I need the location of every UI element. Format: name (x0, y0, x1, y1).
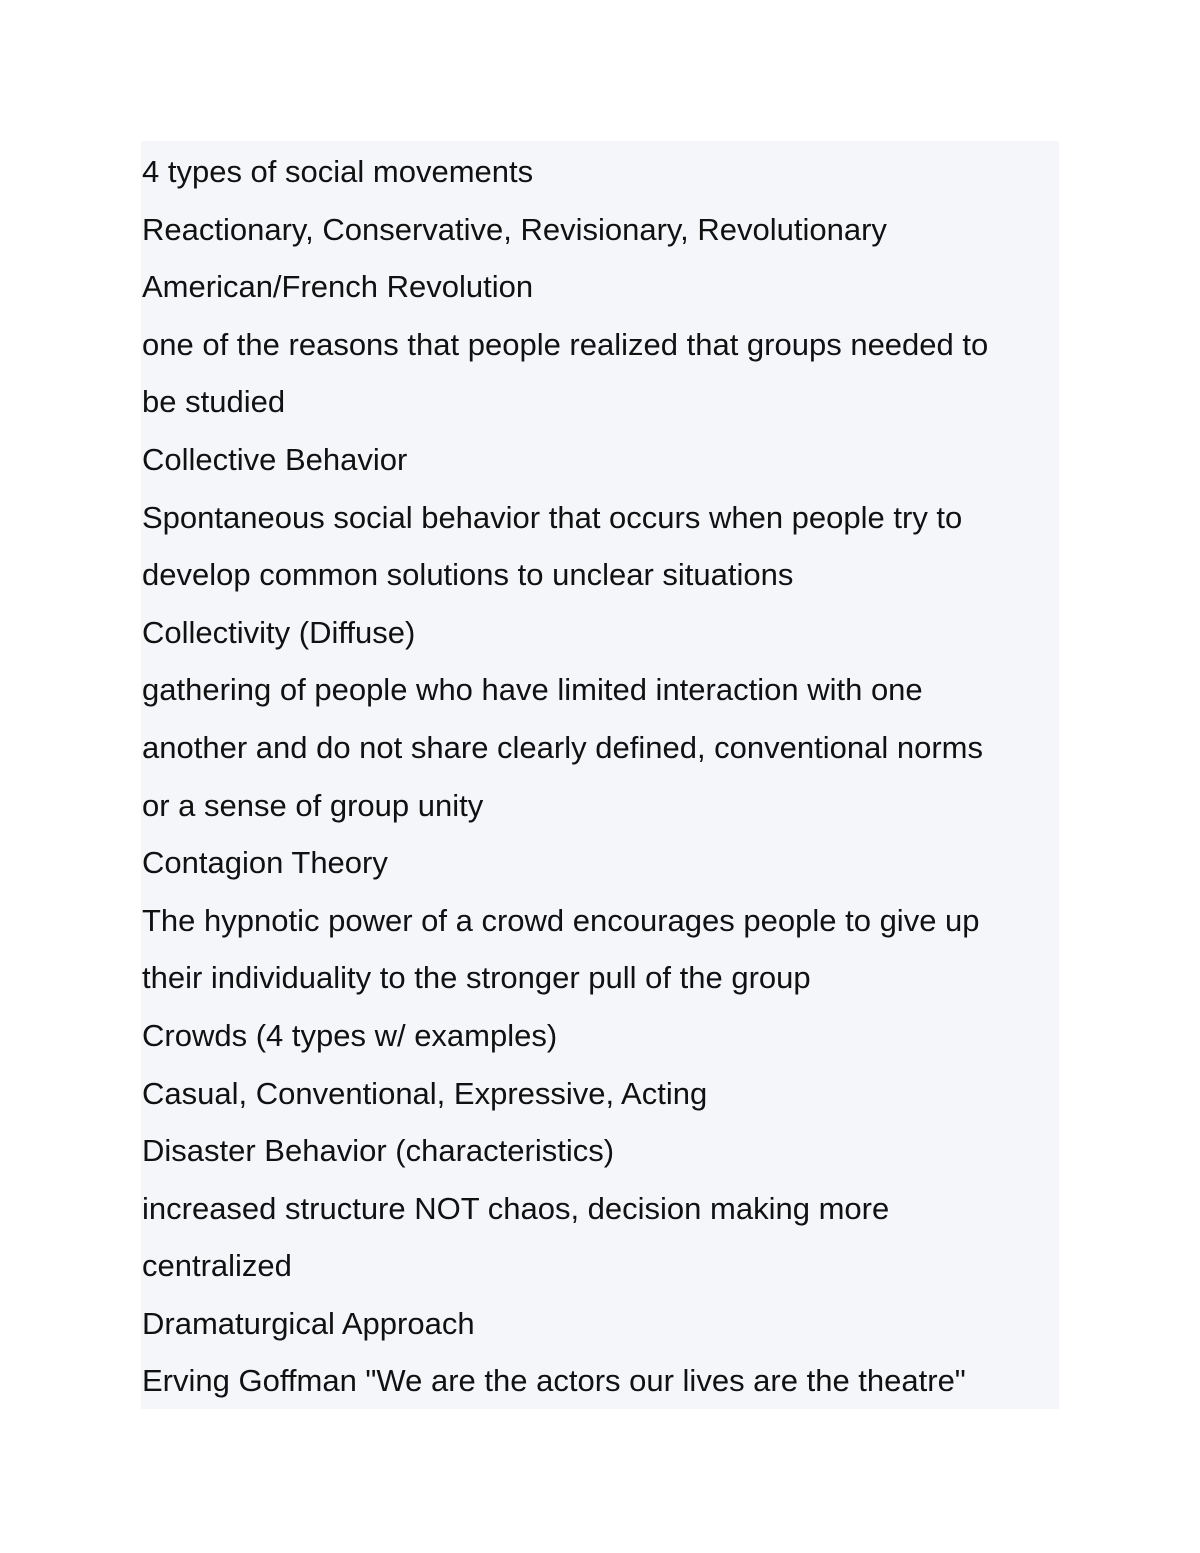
definition-collective-behavior-line-2: develop common solutions to unclear situations (142, 557, 794, 593)
term-disaster-behavior: Disaster Behavior (characteristics) (142, 1133, 615, 1169)
definition-contagion-theory-line-2: their individuality to the stronger pull of the group (142, 960, 811, 996)
term-dramaturgical-approach: Dramaturgical Approach (142, 1305, 475, 1341)
definition-collectivity-line-3: or a sense of group unity (142, 787, 484, 823)
definition-crowds: Casual, Conventional, Expressive, Acting (142, 1075, 708, 1111)
definition-dramaturgical-approach: Erving Goffman "We are the actors our lives are the theatre" (142, 1363, 966, 1399)
term-social-movements: 4 types of social movements (142, 154, 534, 189)
definition-disaster-behavior-line-2: centralized (142, 1248, 292, 1284)
definition-collective-behavior-line-1: Spontaneous social behavior that occurs when people try to (142, 499, 963, 535)
definition-contagion-theory-line-1: The hypnotic power of a crowd encourages people to give up (142, 902, 980, 938)
definition-revolution-line-2: be studied (142, 384, 286, 420)
flashcard-text-block (141, 141, 1059, 1409)
term-collective-behavior: Collective Behavior (142, 441, 408, 477)
term-contagion-theory: Contagion Theory (142, 845, 388, 881)
definition-collectivity-line-2: another and do not share clearly defined, conventional norms (142, 729, 983, 765)
definition-social-movements: Reactionary, Conservative, Revisionary, Revolutionary (142, 211, 887, 247)
definition-revolution-line-1: one of the reasons that people realized that groups needed to (142, 326, 989, 362)
term-american-french-revolution: American/French Revolution (142, 269, 534, 305)
term-collectivity: Collectivity (Diffuse) (142, 614, 416, 650)
definition-collectivity-line-1: gathering of people who have limited interaction with one (142, 672, 923, 708)
definition-disaster-behavior-line-1: increased structure NOT chaos, decision making more (142, 1190, 890, 1226)
term-crowds: Crowds (4 types w/ examples) (142, 1017, 558, 1053)
